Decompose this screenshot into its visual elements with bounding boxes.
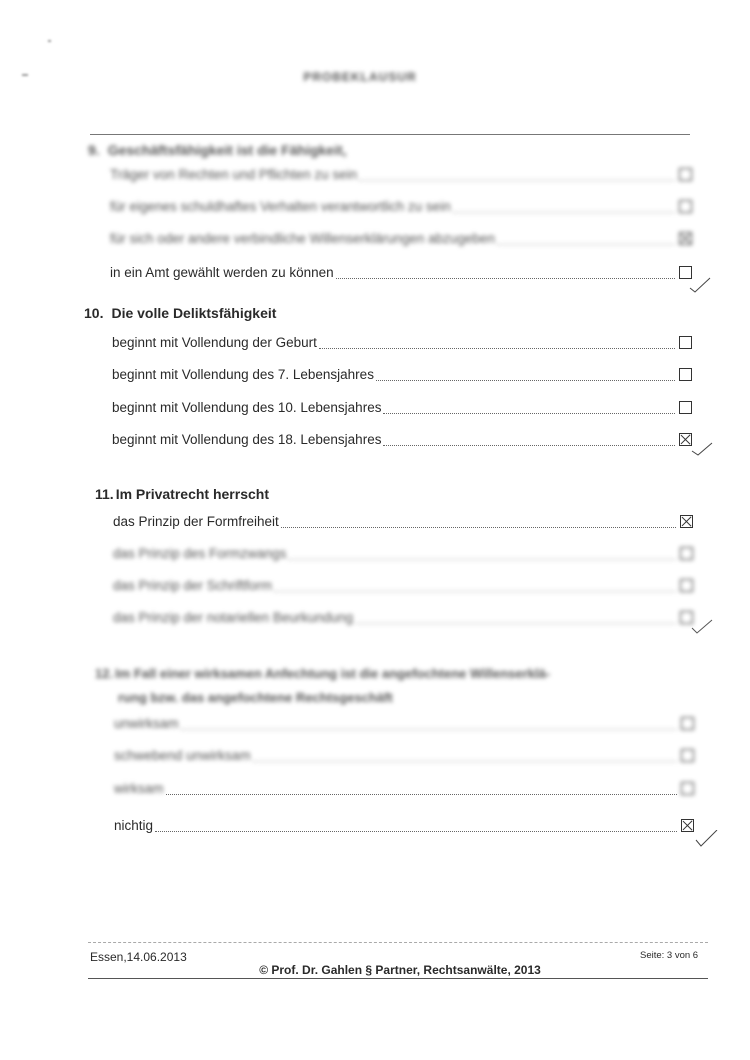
dot-leader (359, 168, 675, 181)
question-number: 10. (84, 305, 104, 321)
checkbox[interactable] (680, 579, 693, 592)
dot-leader (155, 819, 677, 832)
checkbox[interactable] (679, 368, 692, 381)
header-rule (90, 134, 690, 135)
dot-leader (453, 200, 675, 213)
option-label: für eigenes schuldhaftes Verhalten verantwortlich zu sein (110, 198, 451, 214)
option-row (114, 815, 694, 835)
checkbox[interactable] (679, 401, 692, 414)
option-label: nichtig (114, 817, 154, 833)
checkbox[interactable] (681, 782, 694, 795)
footer-dashed-rule (88, 942, 708, 943)
option-label: in ein Amt gewählt werden zu können (110, 264, 334, 280)
question-12-heading (95, 666, 550, 681)
option-row (114, 745, 694, 765)
dot-leader (497, 232, 675, 245)
question-title: Im Fall einer wirksamen Anfechtung ist die angefochtene Willenserklä- (115, 666, 551, 681)
checkbox[interactable] (679, 200, 692, 213)
option-row (110, 228, 692, 248)
question-title: Geschäftsfähigkeit ist die Fähigkeit, (107, 142, 347, 158)
option-label: beginnt mit Vollendung des 10. Lebensjahres (112, 399, 382, 415)
option-label: das Prinzip der Schriftform (113, 577, 273, 593)
question-number: 11. (95, 486, 114, 502)
dot-leader (319, 336, 675, 349)
option-row (110, 164, 692, 184)
option-row (110, 262, 692, 282)
option-row (112, 332, 692, 352)
option-label: das Prinzip des Formzwangs (113, 545, 287, 561)
option-label: das Prinzip der notariellen Beurkundung (113, 609, 354, 625)
dot-leader (355, 611, 676, 624)
question-10-heading (84, 305, 276, 321)
dot-leader (376, 368, 675, 381)
dot-leader (253, 749, 677, 762)
option-label: für sich oder andere verbindliche Willenserklärungen abzugeben (110, 230, 495, 246)
checkbox[interactable] (681, 717, 694, 730)
option-row (113, 575, 693, 595)
checkbox-checked[interactable] (679, 232, 692, 245)
option-row (113, 511, 693, 531)
question-title: Die volle Deliktsfähigkeit (111, 305, 277, 321)
option-row (114, 713, 694, 733)
dot-leader (181, 717, 677, 730)
footer-rule (88, 978, 708, 979)
dot-leader (383, 401, 675, 414)
option-row (112, 429, 692, 449)
checkmark-icon (690, 618, 714, 636)
option-label: beginnt mit Vollendung des 7. Lebensjahres (112, 366, 374, 382)
option-label: Träger von Rechten und Pflichten zu sein (110, 166, 358, 182)
option-row (112, 364, 692, 384)
checkbox-checked[interactable] (680, 515, 693, 528)
dot-leader (274, 579, 676, 592)
dot-leader (383, 433, 675, 446)
footer-copyright: © Prof. Dr. Gahlen § Partner, Rechtsanwälte, 2013 (259, 963, 541, 977)
question-title: Im Privatrecht herrscht (115, 486, 269, 502)
checkmark-icon (694, 830, 718, 848)
checkmark-icon (688, 276, 712, 294)
question-number: 12. (95, 666, 114, 681)
option-row (113, 543, 693, 563)
footer-page-number: Seite: 3 von 6 (640, 950, 699, 961)
option-row (114, 778, 694, 798)
option-label: schwebend unwirksam (114, 747, 251, 763)
dot-leader (281, 515, 676, 528)
option-row (113, 607, 693, 627)
option-label: unwirksam (114, 715, 179, 731)
checkbox[interactable] (679, 336, 692, 349)
checkbox[interactable] (679, 168, 692, 181)
checkbox[interactable] (680, 547, 693, 560)
dot-leader (336, 266, 675, 279)
option-row (112, 397, 692, 417)
dot-leader (166, 782, 678, 795)
option-label: das Prinzip der Formfreiheit (113, 513, 279, 529)
question-12-heading-line2: rung bzw. das angefochtene Rechtsgeschäft (118, 690, 393, 705)
footer-date: Essen,14.06.2013 (90, 950, 187, 964)
option-label: beginnt mit Vollendung der Geburt (112, 334, 317, 350)
checkbox[interactable] (681, 749, 694, 762)
dot-leader (288, 547, 676, 560)
page-title: PROBEKLAUSUR (303, 70, 417, 84)
checkbox-checked[interactable] (681, 819, 694, 832)
question-9-heading (88, 142, 347, 158)
scan-speck (48, 40, 51, 42)
question-11-heading (95, 486, 269, 502)
question-number: 9. (88, 142, 100, 158)
option-row (110, 196, 692, 216)
option-label: beginnt mit Vollendung des 18. Lebensjahres (112, 431, 382, 447)
checkmark-icon (690, 440, 714, 458)
option-label: wirksam (114, 780, 164, 796)
